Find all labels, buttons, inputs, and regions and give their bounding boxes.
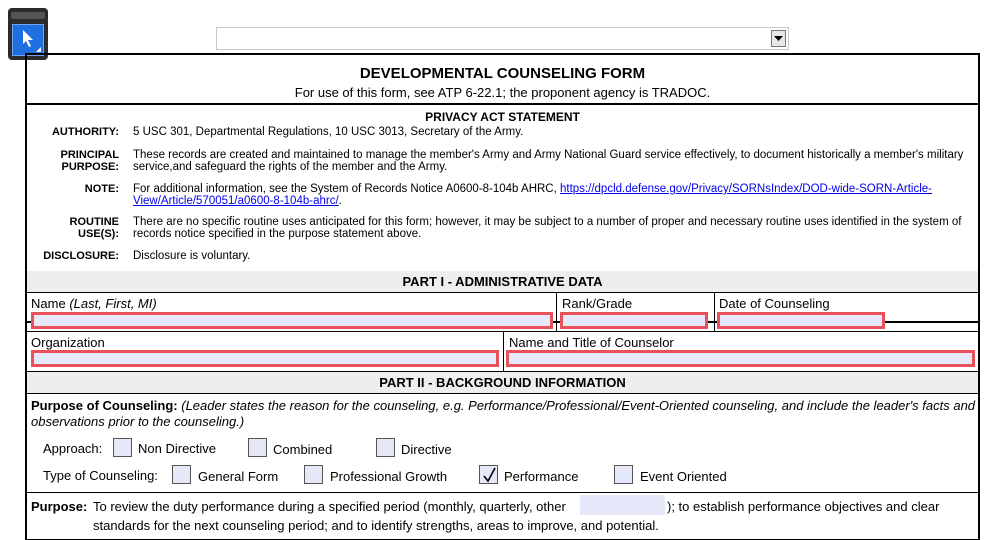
purpose-label-line2: PURPOSE:	[61, 161, 119, 173]
routine-uses-text: There are no specific routine uses anticipated for this form; however, it may be subject to a number of proper and necessary routine uses identified in the system of records notice specified in the purpose statement above.	[133, 216, 962, 240]
approach-label: Approach:	[43, 441, 103, 456]
rank-label: Rank/Grade	[562, 296, 633, 311]
disclosure-label: DISCLOSURE:	[43, 250, 119, 262]
approach-directive-checkbox[interactable]	[376, 438, 395, 457]
divider	[714, 293, 715, 331]
part2-header: PART II - BACKGROUND INFORMATION	[27, 372, 978, 394]
purpose-statement-label	[31, 499, 87, 514]
name-label	[31, 296, 157, 311]
checkmark-icon	[480, 466, 499, 485]
divider	[503, 331, 504, 371]
date-input[interactable]	[717, 312, 885, 329]
dropdown-arrow-button[interactable]	[771, 30, 786, 47]
name-label-text: Name	[31, 296, 66, 311]
form-title: DEVELOPMENTAL COUNSELING FORM	[359, 65, 646, 82]
organization-label: Organization	[31, 335, 105, 350]
purpose-of-counseling	[31, 398, 976, 430]
purpose-label: Purpose:	[31, 499, 88, 514]
note-body: For additional information, see the System of Records Notice A0600-8-104b AHRC,	[133, 183, 557, 195]
type-general-checkbox[interactable]	[172, 465, 191, 484]
divider	[556, 293, 557, 331]
form-subtitle: For use of this form, see ATP 6-22.1; the proponent agency is TRADOC.	[294, 85, 711, 100]
type-performance-checkbox[interactable]	[479, 465, 498, 484]
counselor-input[interactable]	[506, 350, 975, 367]
type-option-label: General Form	[198, 469, 279, 484]
privacy-title: PRIVACY ACT STATEMENT	[425, 110, 580, 124]
type-professional-checkbox[interactable]	[304, 465, 323, 484]
purpose-text: These records are created and maintained to manage the member's Army and Army National Guard service effectively, to document historically a member's military service,and safeguard the rights of the member and the Army.	[133, 149, 964, 173]
date-label: Date of Counseling	[719, 296, 830, 311]
note-text	[133, 183, 971, 207]
purpose-label-line1: PRINCIPAL	[60, 149, 119, 161]
name-input[interactable]	[31, 312, 553, 329]
approach-combined-checkbox[interactable]	[248, 438, 267, 457]
other-period-input[interactable]	[580, 495, 665, 515]
approach-option-label: Non Directive	[138, 441, 217, 456]
type-option-label: Performance	[504, 469, 579, 484]
chevron-down-icon	[774, 36, 783, 42]
approach-nondirective-checkbox[interactable]	[113, 438, 132, 457]
purpose-statement-line1: To review the duty performance during a specified period (monthly, quarterly, other	[93, 499, 566, 514]
rank-input[interactable]	[560, 312, 708, 329]
type-option-label: Event Oriented	[640, 469, 727, 484]
note-end: .	[338, 195, 342, 207]
approach-option-label: Combined	[273, 442, 333, 457]
counseling-form	[25, 53, 980, 540]
part1-header: PART I - ADMINISTRATIVE DATA	[27, 271, 978, 293]
type-label: Type of Counseling:	[43, 468, 158, 483]
disclosure-text: Disclosure is voluntary.	[133, 250, 251, 262]
type-event-checkbox[interactable]	[614, 465, 633, 484]
purpose-statement-line2: standards for the next counseling period; and to identify strengths, areas to improve, and potential.	[93, 518, 659, 533]
routine-uses-label: ROUTINE USE(S):	[69, 216, 119, 240]
type-option-label: Professional Growth	[330, 469, 448, 484]
approach-option-label: Directive	[401, 442, 452, 457]
divider	[27, 492, 978, 493]
form-dropdown[interactable]	[216, 27, 789, 50]
organization-input[interactable]	[31, 350, 499, 367]
purpose-statement-line1-end: ); to establish performance objectives and clear	[667, 499, 940, 514]
form-header	[27, 55, 978, 105]
authority-text: 5 USC 301, Departmental Regulations, 10 USC 3013, Secretary of the Army.	[133, 126, 524, 138]
sorn-link[interactable]: https://dpcld.defense.gov/Privacy/SORNsIndex/DOD-wide-SORN-Article-View/Article/570051/a0600-8-104b-ahrc/	[133, 183, 932, 207]
counselor-label: Name and Title of Counselor	[509, 335, 674, 350]
authority-label: AUTHORITY:	[51, 126, 119, 138]
note-label: NOTE:	[84, 183, 119, 195]
purpose-hint: (Leader states the reason for the counseling, e.g. Performance/Professional/Event-Oriented counseling, and include the leader's facts and observations prior to the counseling.)	[31, 398, 976, 429]
name-hint: (Last, First, MI)	[69, 296, 157, 311]
purpose-heading: Purpose of Counseling:	[31, 398, 178, 413]
